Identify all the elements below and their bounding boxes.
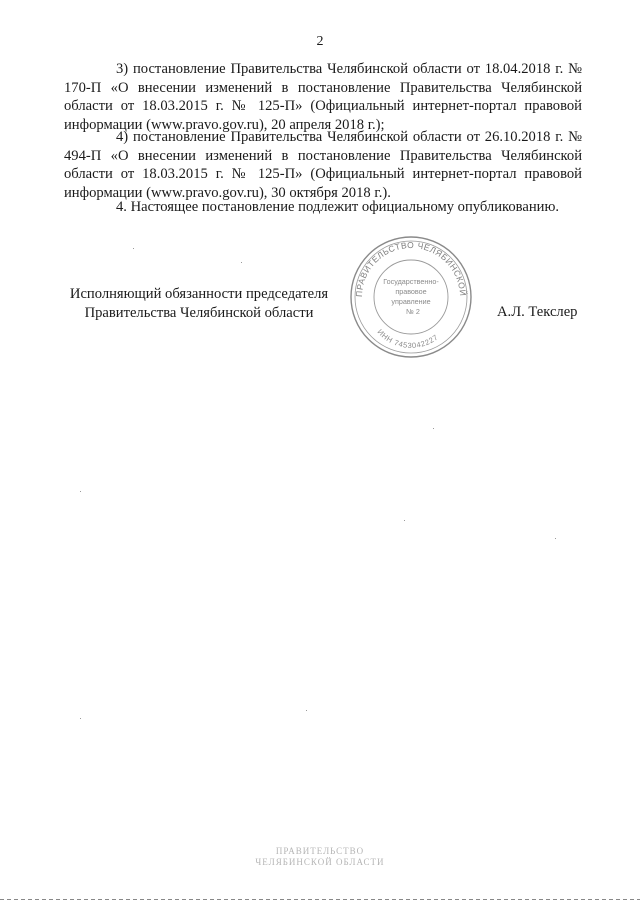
signatory-position <box>64 285 334 322</box>
scan-speck <box>241 262 242 263</box>
seal-inner-line1: Государственно- <box>383 277 439 286</box>
signatory-position-line2: Правительства Челябинской области <box>84 304 314 321</box>
scan-speck <box>404 520 405 521</box>
footer-stamp <box>0 846 640 868</box>
seal-icon <box>345 232 477 362</box>
scan-speck <box>133 248 134 249</box>
scan-speck <box>555 538 556 539</box>
footer-stamp-line2: ЧЕЛЯБИНСКОЙ ОБЛАСТИ <box>255 857 385 867</box>
scan-speck <box>80 491 81 492</box>
seal-inner-line3: управление <box>391 297 431 306</box>
paragraph-publication: 4. Настоящее постановление подлежит официальному опубликованию. <box>116 199 560 215</box>
paragraph-item-3: 3) постановление Правительства Челябинской области от 18.04.2018 г. № 170-П «О внесении изменений в постановление Правительства Челябинской области от 18.03.2015 г. № 125-П» (Официальный интернет-портал правовой информации (www.pravo.gov.ru), 20 апреля 2018 г.); <box>64 61 582 133</box>
scan-speck <box>80 718 81 719</box>
paragraph-item-4: 4) постановление Правительства Челябинской области от 26.10.2018 г. № 494-П «О внесении изменений в постановление Правительства Челябинской области от 18.03.2015 г. № 125-П» (Официальный интернет-портал правовой информации (www.pravo.gov.ru), 30 октября 2018 г.). <box>64 129 582 201</box>
page-number: 2 <box>316 34 324 49</box>
scan-speck <box>433 428 434 429</box>
official-seal-stamp <box>345 232 477 362</box>
scan-speck <box>306 710 307 711</box>
footer-stamp-line1: ПРАВИТЕЛЬСТВО <box>275 846 365 856</box>
seal-inner-line4: № 2 <box>406 307 420 316</box>
seal-bottom-text: ИНН 7453042227 <box>375 327 440 351</box>
seal-inner-line2: правовое <box>395 287 427 296</box>
bottom-scan-edge <box>0 899 640 900</box>
signatory-position-line1: Исполняющий обязанности председателя <box>69 286 329 302</box>
seal-outer-text: ПРАВИТЕЛЬСТВО ЧЕЛЯБИНСКОЙ <box>353 239 469 298</box>
signatory-name: А.Л. Текслер <box>497 304 578 320</box>
